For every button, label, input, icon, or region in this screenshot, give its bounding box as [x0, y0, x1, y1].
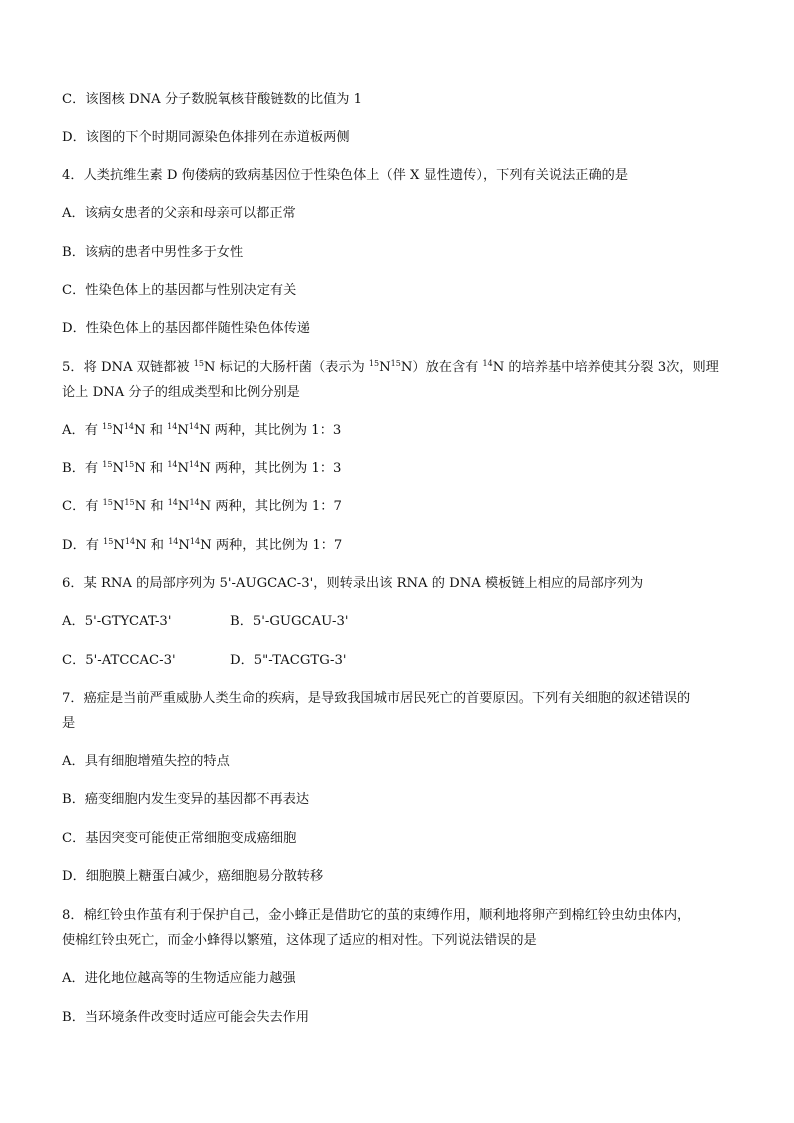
superscript: 14 — [124, 537, 136, 546]
option-text: N — [112, 499, 125, 514]
option-text: D．有 — [62, 538, 104, 553]
q6-options-row-2 — [62, 651, 742, 671]
q7-option-d: D．细胞膜上糖蛋白减少，癌细胞易分散转移 — [62, 869, 324, 884]
option-text: N — [112, 423, 124, 438]
option-text: N 和 — [134, 423, 168, 438]
question-5-line-1 — [62, 358, 742, 378]
superscript: 14 — [188, 422, 200, 431]
superscript: 14 — [189, 460, 200, 469]
q5-option-d — [62, 536, 742, 556]
option-text: N — [177, 499, 190, 514]
superscript: 14 — [189, 537, 201, 546]
q5-text: N — [379, 360, 391, 375]
q8-option-a: A．进化地位越高等的生物适应能力越强 — [62, 971, 296, 986]
question-8-line-2: 使棉红铃虫死亡，而金小蜂得以繁殖，这体现了适应的相对性。下列说法错误的是 — [62, 933, 537, 948]
option-text: N — [177, 461, 190, 476]
superscript: 14 — [168, 537, 179, 546]
option-text: N — [178, 538, 190, 553]
superscript: 15 — [124, 460, 135, 469]
question-7-line-1: 7．癌症是当前严重威胁人类生命的疾病，是导致我国城市居民死亡的首要原因。下列有关细胞的叙述错误的 — [62, 691, 691, 706]
superscript: 14 — [167, 498, 178, 507]
q4-option-c: C．性染色体上的基因都与性别决定有关 — [62, 283, 297, 298]
q5-text: N 标记的大肠杆菌（表示为 — [203, 360, 369, 375]
superscript: 14 — [123, 422, 135, 431]
superscript: 15 — [368, 359, 380, 368]
q7-option-a: A．具有细胞增殖失控的特点 — [62, 754, 230, 769]
superscript: 14 — [482, 359, 493, 368]
q7-option-b: B．癌变细胞内发生变异的基因都不再表达 — [62, 792, 310, 807]
option-text: A．有 — [62, 423, 103, 438]
q5-text: N）放在含有 — [400, 360, 483, 375]
q6-option-c: C．5'-ATCCAC-3' — [62, 653, 176, 668]
q5-option-a — [62, 421, 742, 441]
q8-option-b: B．当环境条件改变时适应可能会失去作用 — [62, 1010, 310, 1025]
q5-option-c — [62, 497, 742, 517]
question-7-line-2: 是 — [62, 716, 76, 731]
superscript: 14 — [167, 460, 178, 469]
superscript: 15 — [102, 498, 113, 507]
option-text: N 和 — [134, 461, 168, 476]
option-text: N — [112, 461, 124, 476]
superscript: 15 — [124, 498, 135, 507]
q5-option-b — [62, 459, 742, 479]
question-4: 4．人类抗维生素 D 佝偻病的致病基因位于性染色体上（伴 X 显性遗传），下列有关说法正确的是 — [62, 168, 629, 183]
option-text: N 两种，其比例为 1：3 — [199, 423, 342, 438]
superscript: 15 — [103, 537, 114, 546]
q6-option-a: A．5'-GTYCAT-3' — [62, 614, 172, 629]
option-text: N 两种，其比例为 1：7 — [199, 499, 342, 514]
superscript: 15 — [102, 460, 113, 469]
q4-option-d: D．性染色体上的基因都伴随性染色体传递 — [62, 321, 310, 336]
superscript: 14 — [189, 498, 200, 507]
option-text: N 和 — [135, 538, 169, 553]
superscript: 15 — [193, 359, 204, 368]
question-5-line-2: 论上 DNA 分子的组成类型和比例分别是 — [62, 385, 300, 400]
option-text: N — [113, 538, 125, 553]
option-text: N 两种，其比例为 1：7 — [200, 538, 343, 553]
question-8-line-1: 8．棉红铃虫作茧有利于保护自己，金小蜂正是借助它的茧的束缚作用，顺利地将卵产到棉红铃虫幼虫体内， — [62, 908, 691, 923]
question-6: 6．某 RNA 的局部序列为 5'-AUGCAC-3'，则转录出该 RNA 的 DNA 模板链上相应的局部序列为 — [62, 576, 644, 591]
q3-option-c: C．该图核 DNA 分子数脱氧核苷酸链数的比值为 1 — [62, 92, 363, 107]
q3-option-d: D．该图的下个时期同源染色体排列在赤道板两侧 — [62, 130, 350, 145]
q7-option-c: C．基因突变可能使正常细胞变成癌细胞 — [62, 831, 297, 846]
q4-option-b: B．该病的患者中男性多于女性 — [62, 245, 244, 260]
q5-text: N 的培养基中培养使其分裂 3次，则理 — [492, 360, 719, 375]
option-text: N — [177, 423, 189, 438]
option-text: N 两种，其比例为 1：3 — [199, 461, 342, 476]
option-text: C．有 — [62, 499, 103, 514]
option-text: B．有 — [62, 461, 103, 476]
q5-text: 5．将 DNA 双链都被 — [62, 360, 194, 375]
q6-option-b: B．5'-GUGCAU-3' — [230, 614, 349, 629]
superscript: 14 — [167, 422, 178, 431]
superscript: 15 — [390, 359, 401, 368]
q6-options-row-1 — [62, 612, 742, 632]
q6-option-d: D．5"-TACGTG-3' — [230, 653, 347, 668]
q4-option-a: A．该病女患者的父亲和母亲可以都正常 — [62, 206, 296, 221]
superscript: 15 — [102, 422, 113, 431]
option-text: N 和 — [134, 499, 168, 514]
